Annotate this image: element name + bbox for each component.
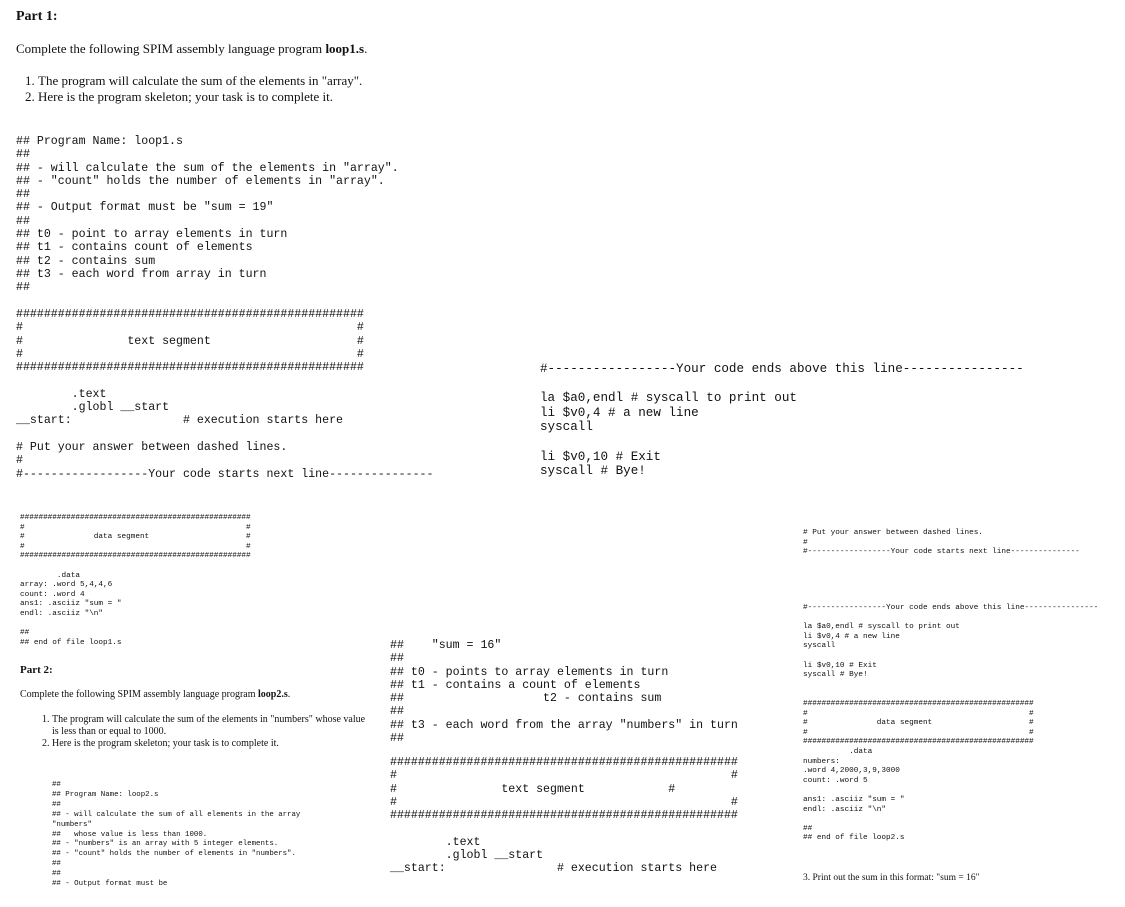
part2-header-continued: ## "sum = 16" ## ## t0 - points to array elements in turn ## t1 - contains a count of elements ## t2 - contains sum ## ## t3 - each word from the array "numbers" in turn ##: [390, 639, 738, 746]
part2-steps: [20, 714, 372, 750]
part1-intro-filename: loop1.s: [325, 41, 365, 56]
part2-intro: [20, 689, 380, 700]
part2-answer-start: # Put your answer between dashed lines. # #------------------Your code starts next line---------------: [803, 529, 1080, 557]
part2-intro-text: Complete the following SPIM assembly language program: [20, 689, 259, 700]
part2-data-segment: ################################################## # # # data segment # # # ################################################## .data numbers: .word 4,2000,3,9,3000 count: .word 5 ans1: .asciiz "sum = " endl: .asciiz "\n" ## ## end of file loop2.s: [803, 700, 1034, 843]
part1-data-segment: ################################################## # # # data segment # # # ################################################## .data array: .word 5,4,4,6 count: .word 4 ans1: .asciiz "sum = " endl: .asciiz "\n" ## ## end of file loop1.s: [20, 514, 251, 647]
part1-header-comment: ## Program Name: loop1.s ## ## - will calculate the sum of the elements in "array". ## - "count" holds the number of elements in "array". ## ## - Output format must be "sum = 19" ## ## t0 - point to array elements in turn ## t1 - contains count of elements ## t2 - contains sum ## t3 - each word from array in turn ##: [16, 135, 399, 295]
part1-intro-end: .: [364, 41, 368, 56]
part1-code-end: #-----------------Your code ends above this line---------------- la $a0,endl # syscall to print out li $v0,4 # a new line syscall li $v0,10 # Exit syscall # Bye!: [540, 362, 1024, 479]
part2-header-comment: ## ## Program Name: loop2.s ## ## - will calculate the sum of all elements in the array "numbers" ## whose value is less than 1000. ## - "numbers" is an array with 5 integer elements. ## - "count" holds the number of elements in "numbers". ## ## ## - Output format must be: [52, 781, 301, 889]
part1-step: 2. Here is the program skeleton; your task is to complete it.: [38, 89, 538, 105]
part2-final-step: 3. Print out the sum in this format: "sum = 16": [803, 873, 980, 883]
part2-text-segment: ################################################## # # # text segment # # # ################################################## .text .globl __start __start: # execution starts here: [390, 756, 738, 876]
part2-heading: Part 2:: [20, 664, 53, 676]
part1-intro: [16, 41, 536, 57]
part2-intro-end: .: [287, 689, 291, 700]
part1-heading: Part 1:: [16, 9, 58, 24]
part2-step: 1. The program will calculate the sum of the elements in "numbers" whose value is less than or equal to 1000.: [52, 714, 372, 738]
part2-step: 2. Here is the program skeleton; your task is to complete it.: [52, 738, 372, 750]
part1-text-segment: ################################################## # # # text segment # # # ################################################## .text .globl __start __start: # execution starts here # Put your answer between dashed lines. # #------------------Your code starts next line---------------: [16, 308, 434, 481]
part2-code-end: #-----------------Your code ends above this line---------------- la $a0,endl # syscall to print out li $v0,4 # a new line syscall li $v0,10 # Exit syscall # Bye!: [803, 604, 1099, 680]
part1-step: 1. The program will calculate the sum of the elements in "array".: [38, 73, 538, 89]
part1-steps: [16, 73, 538, 105]
part2-intro-filename: loop2.s: [258, 689, 288, 700]
part1-intro-text: Complete the following SPIM assembly language program: [16, 41, 326, 56]
